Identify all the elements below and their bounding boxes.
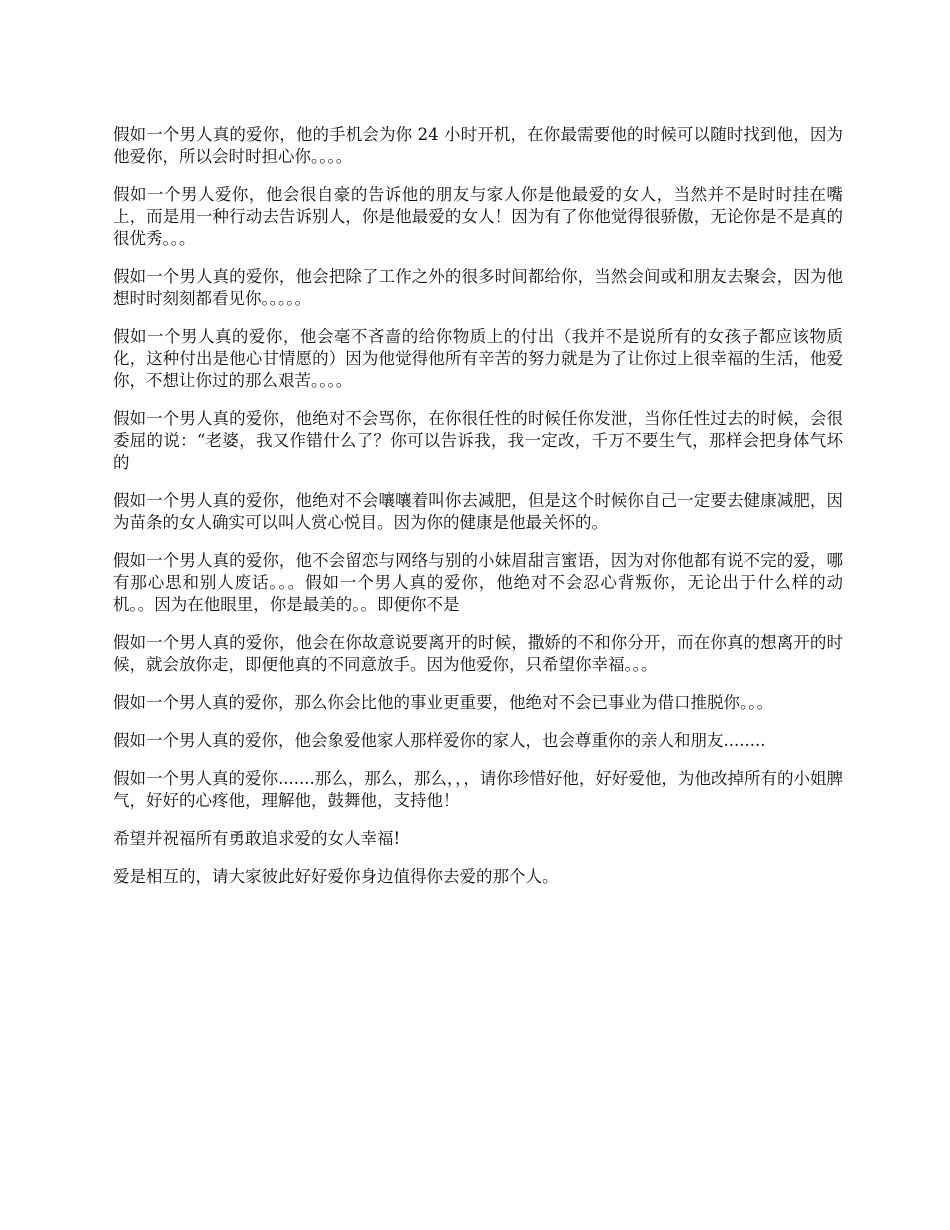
paragraph-11: 假如一个男人真的爱你.......那么，那么，那么，，，请你珍惜好他，好好爱他，为他改掉所有的小姐脾气，好好的心疼他，理解他，鼓舞他，支持他！ xyxy=(113,769,843,810)
paragraph-7: 假如一个男人真的爱你，他不会留恋与网络与别的小妹眉甜言蜜语，因为对你他都有说不完的爱，哪有那心思和别人废话。。。假如一个男人真的爱你，他绝对不会忍心背叛你，无论出于什么样的动机。。因为在他眼里，你是最美的。。即便你不是 xyxy=(113,551,843,614)
paragraph-4: 假如一个男人真的爱你，他会毫不吝啬的给你物质上的付出（我并不是说所有的女孩子都应该物质化，这种付出是他心甘情愿的）因为他觉得他所有辛苦的努力就是为了让你过上很幸福的生活，他爱你，不想让你过的那么艰苦。。。。 xyxy=(113,327,843,390)
paragraph-2: 假如一个男人爱你，他会很自豪的告诉他的朋友与家人你是他最爱的女人，当然并不是时时挂在嘴上，而是用一种行动去告诉别人，你是他最爱的女人！因为有了你他觉得很骄傲，无论你是不是真的很优秀。。。 xyxy=(113,185,843,248)
paragraph-1: 假如一个男人真的爱你，他的手机会为你 24 小时开机，在你最需要他的时候可以随时找到他，因为他爱你，所以会时时担心你。。。。 xyxy=(113,125,843,166)
paragraph-8: 假如一个男人真的爱你，他会在你故意说要离开的时候，撒娇的不和你分开，而在你真的想离开的时候，就会放你走，即便他真的不同意放手。因为他爱你，只希望你幸福。。。 xyxy=(113,633,843,674)
paragraph-10: 假如一个男人真的爱你，他会象爱他家人那样爱你的家人，也会尊重你的亲人和朋友........ xyxy=(113,731,766,750)
paragraph-13: 爱是相互的，请大家彼此好好爱你身边值得你去爱的那个人。 xyxy=(113,867,559,886)
paragraph-3: 假如一个男人真的爱你，他会把除了工作之外的很多时间都给你，当然会间或和朋友去聚会，因为他想时时刻刻都看见你。。。。。 xyxy=(113,267,843,308)
paragraph-6: 假如一个男人真的爱你，他绝对不会嚷嚷着叫你去减肥，但是这个时候你自己一定要去健康减肥，因为苗条的女人确实可以叫人赏心悦目。因为你的健康是他最关怀的。 xyxy=(113,491,843,532)
paragraph-12: 希望并祝福所有勇敢追求爱的女人幸福! xyxy=(113,829,401,848)
document-body xyxy=(113,124,843,904)
paragraph-5: 假如一个男人真的爱你，他绝对不会骂你，在你很任性的时候任你发泄，当你任性过去的时候，会很委屈的说：“老婆，我又作错什么了？你可以告诉我，我一定改，千万不要生气，那样会把身体气坏的 xyxy=(113,409,843,472)
paragraph-9: 假如一个男人真的爱你，那么你会比他的事业更重要，他绝对不会已事业为借口推脱你。。。 xyxy=(113,693,773,712)
